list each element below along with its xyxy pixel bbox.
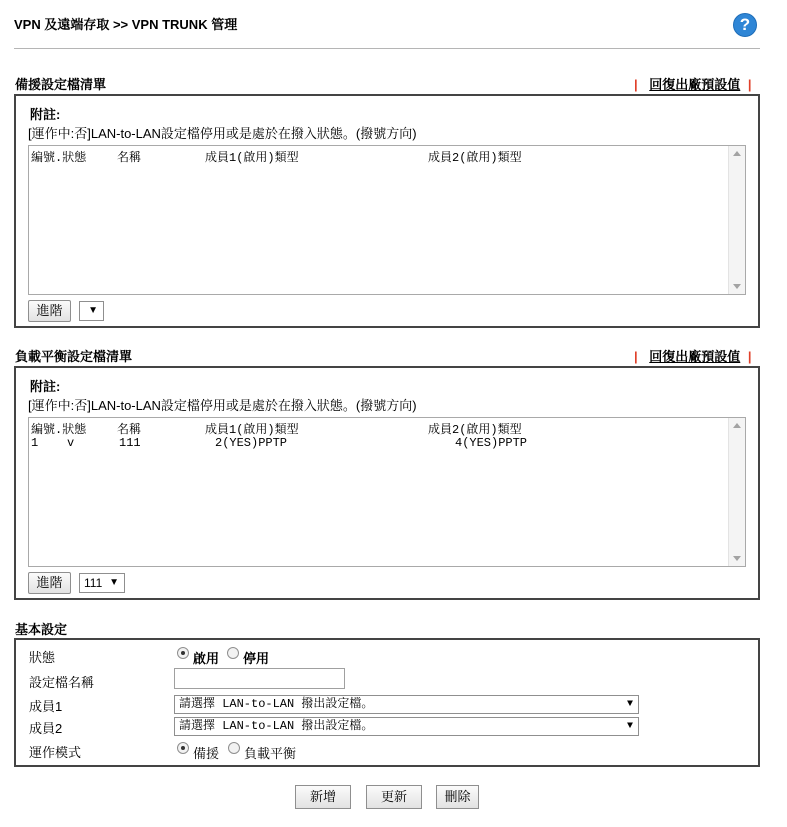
backup-section-title: 備援設定檔清單 xyxy=(15,77,107,92)
member1-select-value: 請選擇 LAN-to-LAN 撥出設定檔。 xyxy=(179,697,374,711)
row-member2: 4(YES)PPTP xyxy=(455,436,528,450)
backup-advanced-button[interactable]: 進階 xyxy=(28,300,71,322)
loadbalance-advanced-button[interactable]: 進階 xyxy=(28,572,71,594)
status-enable-label[interactable]: 啟用 xyxy=(193,651,220,666)
list-header-row xyxy=(31,148,731,164)
status-label: 狀態 xyxy=(29,650,56,665)
scroll-down-icon[interactable] xyxy=(733,284,741,289)
col-index-status: 編號.狀態 xyxy=(31,151,87,165)
mode-backup-radio[interactable] xyxy=(177,742,189,754)
mode-backup-label[interactable]: 備援 xyxy=(193,746,220,761)
col-member2: 成員2(啟用)類型 xyxy=(428,423,522,437)
chevron-down-icon: ▼ xyxy=(109,577,119,588)
help-icon[interactable]: ? xyxy=(733,13,757,37)
page-title: VPN 及遠端存取 >> VPN TRUNK 管理 xyxy=(14,17,238,32)
status-disable-label[interactable]: 停用 xyxy=(243,651,270,666)
note-text: [運作中:否]LAN-to-LAN設定檔停用或是處於在撥入狀態。(撥號方向) xyxy=(28,398,417,413)
mode-loadbalance-label[interactable]: 負載平衡 xyxy=(244,746,297,761)
profile-name-label: 設定檔名稱 xyxy=(29,675,95,690)
member1-label: 成員1 xyxy=(29,699,63,714)
col-name: 名稱 xyxy=(117,423,142,437)
profile-name-input[interactable] xyxy=(174,668,345,689)
scroll-down-icon[interactable] xyxy=(733,556,741,561)
pipe-separator: | xyxy=(634,77,638,92)
loadbalance-factory-default xyxy=(634,346,752,365)
loadbalance-profile-list[interactable] xyxy=(28,417,746,567)
note-text: [運作中:否]LAN-to-LAN設定檔停用或是處於在撥入狀態。(撥號方向) xyxy=(28,126,417,141)
chevron-down-icon: ▼ xyxy=(626,721,633,732)
update-button[interactable]: 更新 xyxy=(366,785,422,809)
title-divider xyxy=(14,48,760,49)
row-index-status: 1 v xyxy=(31,436,75,450)
chevron-down-icon: ▼ xyxy=(626,699,633,710)
backup-factory-default-link[interactable]: 回復出廠預設值 xyxy=(649,77,741,92)
list-item[interactable] xyxy=(31,436,731,452)
col-member1: 成員1(啟用)類型 xyxy=(205,423,299,437)
backup-profile-panel xyxy=(14,94,760,328)
chevron-down-icon: ▼ xyxy=(88,305,98,316)
row-name: 111 xyxy=(119,436,141,450)
status-enable-radio[interactable] xyxy=(177,647,189,659)
member2-select[interactable] xyxy=(174,717,639,736)
list-scrollbar[interactable] xyxy=(728,146,745,294)
status-disable-radio[interactable] xyxy=(227,647,239,659)
backup-profile-select[interactable] xyxy=(79,301,104,321)
add-button[interactable]: 新增 xyxy=(295,785,351,809)
delete-button[interactable]: 刪除 xyxy=(436,785,479,809)
loadbalance-section-title: 負載平衡設定檔清單 xyxy=(15,349,133,364)
basic-settings-panel xyxy=(14,638,760,767)
mode-label: 運作模式 xyxy=(29,745,82,760)
pipe-separator: | xyxy=(747,77,752,92)
loadbalance-profile-select[interactable] xyxy=(79,573,125,593)
basic-settings-title: 基本設定 xyxy=(15,622,68,637)
col-member1: 成員1(啟用)類型 xyxy=(205,151,299,165)
row-member1: 2(YES)PPTP xyxy=(215,436,288,450)
scroll-up-icon[interactable] xyxy=(733,423,741,428)
pipe-separator: | xyxy=(634,349,638,364)
scroll-up-icon[interactable] xyxy=(733,151,741,156)
loadbalance-factory-default-link[interactable]: 回復出廠預設值 xyxy=(649,349,741,364)
backup-factory-default xyxy=(634,74,752,93)
member2-label: 成員2 xyxy=(29,721,63,736)
note-label: 附註: xyxy=(30,379,61,394)
member1-select[interactable] xyxy=(174,695,639,714)
loadbalance-profile-panel xyxy=(14,366,760,600)
member2-select-value: 請選擇 LAN-to-LAN 撥出設定檔。 xyxy=(179,719,374,733)
list-header-row xyxy=(31,420,731,436)
select-value: 111 xyxy=(84,576,103,590)
col-member2: 成員2(啟用)類型 xyxy=(428,151,522,165)
list-scrollbar[interactable] xyxy=(728,418,745,566)
mode-loadbalance-radio[interactable] xyxy=(228,742,240,754)
col-index-status: 編號.狀態 xyxy=(31,423,87,437)
backup-profile-list[interactable] xyxy=(28,145,746,295)
col-name: 名稱 xyxy=(117,151,142,165)
pipe-separator: | xyxy=(747,349,752,364)
note-label: 附註: xyxy=(30,107,61,122)
